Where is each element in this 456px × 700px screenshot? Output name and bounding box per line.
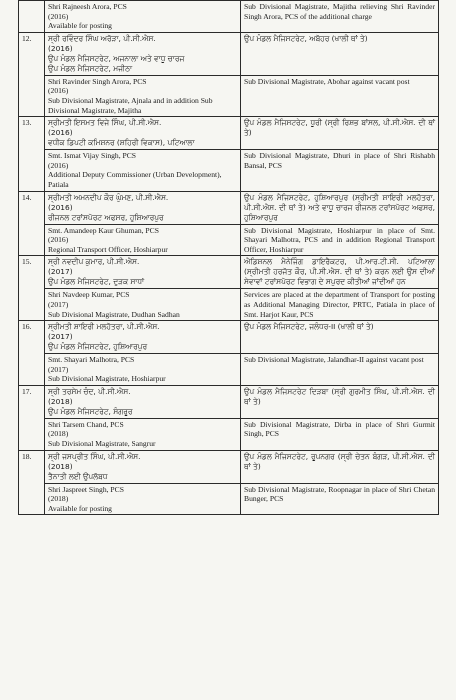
officer-line-punjabi: ਤੈਨਾਤੀ ਲਈ ਉਪਲੱਬਧ (48, 471, 108, 481)
officer-line-english: (2018) (48, 494, 69, 504)
posting-text-punjabi: ਉਪ ਮੰਡਲ ਮੈਜਿਸਟਰੇਟ, ਧੂਰੀ (ਸ੍ਰੀ ਰਿਸ਼ਭ ਬਾਂਸਲ, ਪੀ.ਸੀ.ਐਸ. ਦੀ ਥਾਂ ਤੇ) (244, 118, 435, 138)
serial-number: 16. (19, 321, 45, 386)
officer-line-punjabi: ਉਪ ਮੰਡਲ ਮੈਜਿਸਟਰੇਟ, ਸੰਗਰੂਰ (48, 406, 133, 416)
posting-cell-english (241, 354, 439, 386)
officer-line-punjabi: ਸ੍ਰੀਮਤੀ ਸ਼ਾਇਰੀ ਮਲਹੋਤਰਾ, ਪੀ.ਸੀ.ਐਸ. (48, 322, 160, 332)
table-row-english (19, 75, 439, 116)
table-row-punjabi (19, 256, 439, 289)
serial-number: 15. (19, 256, 45, 321)
officer-line-english: (2016) (48, 86, 69, 96)
officer-line-english: Shri Jaspreet Singh, PCS (48, 484, 124, 494)
officer-line-english: Shri Navdeep Kumar, PCS (48, 290, 130, 300)
officer-line-punjabi: ਸ੍ਰੀ ਨਵਦੀਪ ਕੁਮਾਰ, ਪੀ.ਸੀ.ਐਸ. (48, 257, 140, 267)
posting-cell-english (241, 224, 439, 256)
transfer-orders-table (18, 0, 439, 515)
posting-text-punjabi: ਉਪ ਮੰਡਲ ਮੈਜਿਸਟਰੇਟ, ਜਲੰਧਰ-II (ਖਾਲੀ ਥਾਂ ਤੇ) (244, 322, 374, 332)
officer-line-english: Shri Rajneesh Arora, PCS (48, 2, 127, 11)
table-row-punjabi (19, 385, 439, 418)
posting-cell-punjabi (241, 321, 439, 354)
officer-line-english: Shri Ravinder Singh Arora, PCS (48, 76, 147, 86)
posting-text-english: Sub Divisional Magistrate, Dhuri in place of Shri Rishabh Bansal, PCS (244, 151, 435, 170)
officer-line-english: Smt. Ismat Vijay Singh, PCS (48, 151, 137, 161)
officer-cell-english (45, 483, 241, 515)
officer-line-punjabi: (2016) (48, 128, 73, 138)
posting-text-punjabi: ਉਪ ਮੰਡਲ ਮੈਜਿਸਟਰੇਟ, ਅਬੋਹਰ (ਖਾਲੀ ਥਾਂ ਤੇ) (244, 33, 368, 43)
posting-text-punjabi: ਉਪ ਮੰਡਲ ਮੈਜਿਸਟਰੇਟ, ਰੂਪਨਗਰ (ਸ੍ਰੀ ਚੇਤਨ ਬੰਗੜ, ਪੀ.ਸੀ.ਐਸ. ਦੀ ਥਾਂ ਤੇ) (244, 451, 435, 471)
officer-line-punjabi: ਉਪ ਮੰਡਲ ਮੈਜਿਸਟਰੇਟ, ਹੁਸ਼ਿਆਰਪੁਰ (48, 342, 148, 352)
officer-line-english: (2017) (48, 299, 69, 309)
serial-number: 18. (19, 450, 45, 515)
posting-cell-punjabi (241, 450, 439, 483)
officer-line-punjabi: ਸ੍ਰੀਮਤੀ ਇਸਮਤ ਵਿਜੇ ਸਿੰਘ, ਪੀ.ਸੀ.ਐਸ. (48, 118, 162, 128)
officer-cell-punjabi (45, 256, 241, 289)
officer-line-english: Sub Divisional Magistrate, Sangrur (48, 439, 156, 449)
posting-cell-english (241, 150, 439, 191)
officer-line-punjabi: ਸ੍ਰੀ ਰਵਿੰਦਰ ਸਿੰਘ ਅਰੋੜਾ, ਪੀ.ਸੀ.ਐਸ. (48, 33, 156, 43)
table-row-punjabi (19, 321, 439, 354)
officer-cell-english (45, 289, 241, 321)
officer-line-punjabi: ਵਧੀਕ ਡਿਪਟੀ ਕਮਿਸ਼ਨਰ (ਸ਼ਹਿਰੀ ਵਿਕਾਸ), ਪਟਿਆਲਾ (48, 138, 195, 148)
serial-number: 12. (19, 32, 45, 116)
posting-cell-punjabi (241, 32, 439, 75)
posting-text-punjabi: ਉਪ ਮੰਡਲ ਮੈਜਿਸਟਰੇਟ ਦਿੜਬਾ (ਸ੍ਰੀ ਗੁਰਮੀਤ ਸਿੰਘ, ਪੀ.ਸੀ.ਐਸ. ਦੀ ਥਾਂ ਤੇ) (244, 386, 435, 406)
table-row-punjabi (19, 117, 439, 150)
officer-cell-punjabi (45, 321, 241, 354)
officer-line-punjabi: (2016) (48, 43, 73, 53)
table-row-punjabi (19, 32, 439, 75)
posting-text-english: Services are placed at the department of Transport for posting as Additional Managing Director, PRTC, Patiala in place of Smt. Harjot Kaur, PCS (244, 290, 435, 319)
officer-cell-english (45, 150, 241, 191)
officer-line-punjabi: ਉਪ ਮੰਡਲ ਮੈਜਿਸਟਰੇਟ, ਮਜੀਠਾ (48, 63, 133, 73)
officer-line-punjabi: (2016) (48, 202, 73, 212)
posting-cell-punjabi (241, 191, 439, 224)
officer-cell-punjabi (45, 32, 241, 75)
table-row-punjabi (19, 450, 439, 483)
officer-line-english: (2016) (48, 160, 69, 170)
officer-line-english: (2018) (48, 429, 69, 439)
table-row-english (19, 224, 439, 256)
posting-cell-english (241, 483, 439, 515)
posting-text-punjabi: ਐਡਿਸ਼ਨਲ ਮੈਨੇਜਿੰਗ ਡਾਇਰੈਕਟਰ, ਪੀ.ਆਰ.ਟੀ.ਸੀ. ਪਟਿਆਲਾ (ਸ੍ਰੀਮਤੀ ਹਰਜੋਤ ਕੌਰ, ਪੀ.ਸੀ.ਐਸ. ਦੀ ਥਾਂ ਤੇ) ਕਰਨ ਲਈ ਉਸ ਦੀਆਂ ਸੇਵਾਵਾਂ ਟਰਾਂਸਪੋਰਟ ਵਿਭਾਗ ਦੇ ਸਪੁਰਦ ਕੀਤੀਆਂ ਜਾਂਦੀਆਂ ਹਨ (244, 257, 435, 287)
officer-line-english: Additional Deputy Commissioner (Urban Development), Patiala (48, 170, 222, 189)
posting-cell-english (241, 75, 439, 116)
posting-cell-punjabi (241, 117, 439, 150)
officer-line-punjabi: (2017) (48, 267, 73, 277)
officer-line-english: Smt. Amandeep Kaur Ghuman, PCS (48, 225, 159, 235)
posting-cell-punjabi (241, 385, 439, 418)
posting-cell-punjabi (241, 256, 439, 289)
officer-line-punjabi: (2017) (48, 332, 73, 342)
posting-cell-english (241, 289, 439, 321)
officer-cell-english (45, 418, 241, 450)
table-body (19, 1, 439, 515)
officer-line-english: Available for posting (48, 21, 112, 31)
serial-number (19, 1, 45, 33)
officer-line-english: Sub Divisional Magistrate, Hoshiarpur (48, 374, 166, 384)
officer-line-english: (2016) (48, 11, 69, 21)
officer-line-english: Available for posting (48, 503, 112, 513)
officer-line-punjabi: (2018) (48, 461, 73, 471)
officer-cell-english (45, 224, 241, 256)
officer-line-english: (2016) (48, 235, 69, 245)
posting-text-punjabi: ਉਪ ਮੰਡਲ ਮੈਜਿਸਟਰੇਟ, ਹੁਸ਼ਿਆਰਪੁਰ (ਸ੍ਰੀਮਤੀ ਸ਼ਾਇਰੀ ਮਲਹੋਤਰਾ, ਪੀ.ਸੀ.ਐਸ. ਦੀ ਥਾਂ ਤੇ) ਅਤੇ ਵਾਧੂ ਚਾਰਜ ਰੀਜਨਲ ਟਰਾਂਸਪੋਰਟ ਅਫਸਰ, ਹੁਸ਼ਿਆਰਪੁਰ (244, 192, 435, 222)
officer-line-english: Shri Tarsem Chand, PCS (48, 419, 124, 429)
officer-line-punjabi: ਉਪ ਮੰਡਲ ਮੈਜਿਸਟਰੇਟ, ਦੁੜਕ ਸਾਧਾਂ (48, 277, 145, 287)
posting-text-english: Sub Divisional Magistrate, Jalandhar-II against vacant post (244, 355, 424, 365)
serial-number: 13. (19, 117, 45, 191)
posting-cell-english (241, 418, 439, 450)
officer-cell-english (45, 1, 241, 33)
officer-line-punjabi: ਰੀਜਨਲ ਟਰਾਂਸਪੋਰਟ ਅਫਸਰ, ਹੁਸ਼ਿਆਰਪੁਰ (48, 212, 164, 222)
officer-cell-punjabi (45, 117, 241, 150)
table-row-punjabi (19, 191, 439, 224)
posting-text-english: Sub Divisional Magistrate, Roopnagar in place of Shri Chetan Bunger, PCS (244, 484, 435, 504)
officer-line-punjabi: ਸ੍ਰੀ ਜਸਪ੍ਰੀਤ ਸਿੰਘ, ਪੀ.ਸੀ.ਐਸ. (48, 451, 141, 461)
officer-cell-punjabi (45, 191, 241, 224)
posting-text-english: Sub Divisional Magistrate, Dirba in place of Shri Gurmit Singh, PCS (244, 419, 435, 439)
officer-line-english: (2017) (48, 364, 69, 374)
serial-number: 17. (19, 385, 45, 450)
table-row-english (19, 289, 439, 321)
officer-line-punjabi: (2018) (48, 396, 73, 406)
officer-line-punjabi: ਉਪ ਮੰਡਲ ਮੈਜਿਸਟਰੇਟ, ਅਜਨਾਲਾ ਅਤੇ ਵਾਧੂ ਚਾਰਜ (48, 53, 185, 63)
posting-text-english: Sub Divisional Magistrate, Hoshiarpur in place of Smt. Shayari Malhotra, PCS and in addition Regional Transport Officer, Hoshiarpur (244, 225, 435, 254)
posting-text-english: Sub Divisional Magistrate, Majitha relieving Shri Ravinder Singh Arora, PCS of the additional charge (244, 2, 435, 21)
officer-cell-punjabi (45, 385, 241, 418)
officer-line-punjabi: ਸ੍ਰੀਮਤੀ ਅਮਨਦੀਪ ਕੌਰ ਘੁੰਮਣ, ਪੀ.ਸੀ.ਐਸ. (48, 192, 169, 202)
posting-text-english: Sub Divisional Magistrate, Abohar against vacant post (244, 76, 410, 86)
table-row-english (19, 354, 439, 386)
table-row-english (19, 418, 439, 450)
officer-line-english: Sub Divisional Magistrate, Dudhan Sadhan (48, 309, 180, 319)
officer-line-english: Smt. Shayari Malhotra, PCS (48, 355, 135, 365)
serial-number: 14. (19, 191, 45, 256)
officer-line-punjabi: ਸ੍ਰੀ ਤਰਸੇਮ ਚੰਦ, ਪੀ.ਸੀ.ਐਸ. (48, 386, 131, 396)
officer-cell-english (45, 75, 241, 116)
officer-line-english: Sub Divisional Magistrate, Ajnala and in addition Sub Divisional Magistrate, Majitha (48, 95, 213, 115)
table-row-english (19, 150, 439, 191)
table-row-english (19, 483, 439, 515)
posting-cell-english (241, 1, 439, 33)
table-row-english (19, 1, 439, 33)
officer-cell-punjabi (45, 450, 241, 483)
officer-line-english: Regional Transport Officer, Hoshiarpur (48, 244, 168, 254)
officer-cell-english (45, 354, 241, 386)
